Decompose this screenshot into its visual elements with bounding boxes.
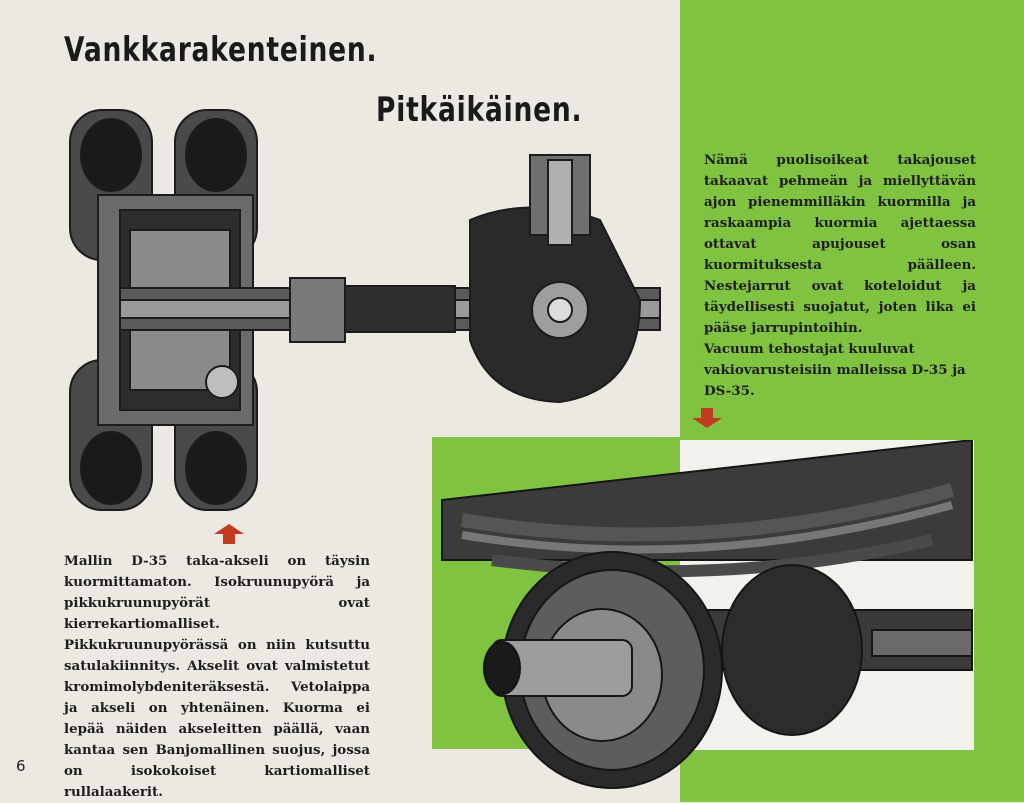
headline-strong-build: Vankkarakenteinen. — [64, 30, 378, 70]
rear-suspension-brake-illustration — [432, 440, 976, 790]
suspension-description — [704, 150, 976, 402]
vacuum-booster-paragraph: Vacuum tehostajat kuuluvat vakiovarusteisiin malleissa D-35 ja DS-35. — [704, 341, 966, 399]
arrow-up-icon — [214, 524, 244, 544]
suspension-paragraph: Nämä puolisoikeat takajouset takaavat pehmeän ja miellyttävän ajon pienemmilläkin kuormilla ja raskaampia kuormia ajettaessa ottavat apujouset osan kuormituksesta päälleen. Nestejarrut ovat koteloidut ja täydellisesti suojatut, joten lika ei pääse jarrupintoihin. — [704, 152, 976, 336]
page-number: 6 — [16, 757, 26, 775]
headline-long-lasting: Pitkäikäinen. — [376, 90, 583, 130]
arrow-down-icon — [692, 408, 722, 428]
axle-description: Mallin D-35 taka-akseli on täysin kuormittamaton. Isokruunupyörä ja pikkukruunupyörät ovat kierrekartiomalliset. Pikkukruunupyörässä on niin kutsuttu satulakiinnitys. Akselit ovat valmistetut kromimolybdeniteräksestä. Vetolaippa ja akseli on yhtenäinen. Kuorma ei lepää näiden akseleitten päällä, vaan kantaa sen Banjomallinen suojus, jossa on isokokoiset kartiomalliset rullalaakerit. — [64, 553, 370, 800]
